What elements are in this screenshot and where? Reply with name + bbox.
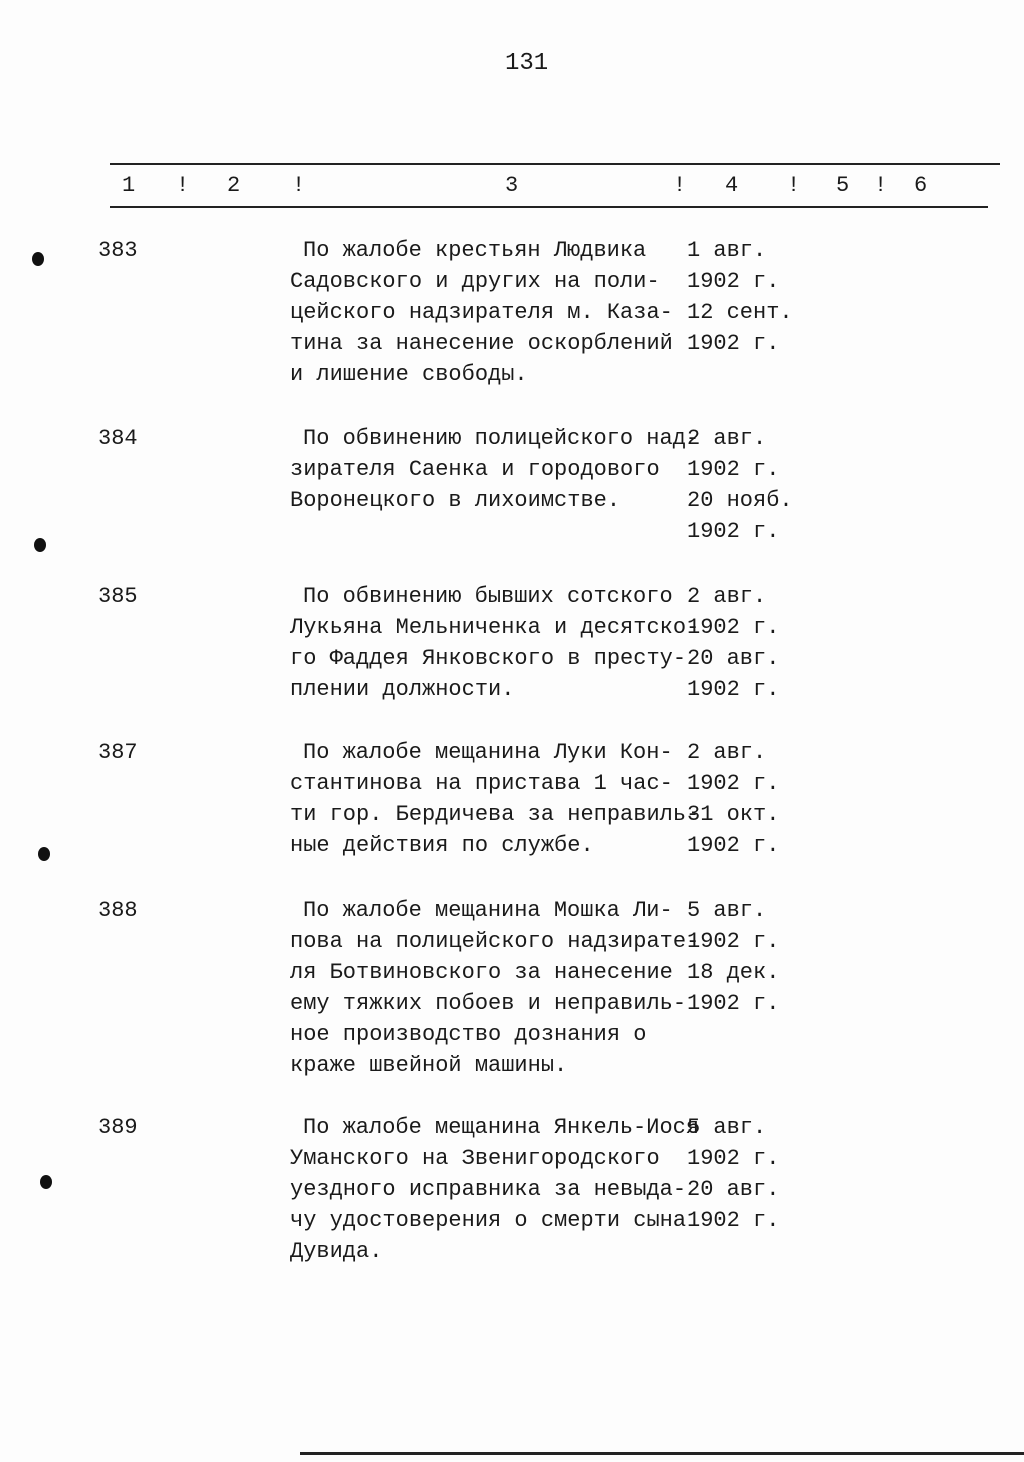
case-description-line: пова на полицейского надзирате- xyxy=(290,929,700,954)
header-col-2: 2 xyxy=(227,173,241,198)
case-description-line: зирателя Саенка и городового xyxy=(290,457,660,482)
case-number: 389 xyxy=(98,1115,138,1140)
case-description-line: По обвинению бывших сотского xyxy=(303,584,673,609)
case-date: 2 авг. xyxy=(687,740,767,765)
case-number: 388 xyxy=(98,898,138,923)
case-description-line: плении должности. xyxy=(290,677,515,702)
case-description-line: чу удостоверения о смерти сына xyxy=(290,1208,687,1233)
case-description-line: По жалобе мещанина Янкель-Иося xyxy=(303,1115,700,1140)
case-description-line: Уманского на Звенигородского xyxy=(290,1146,660,1171)
case-description-line: По жалобе мещанина Мошка Ли- xyxy=(303,898,673,923)
case-description-line: ное производство дознания о xyxy=(290,1022,647,1047)
case-date: 1902 г. xyxy=(687,269,780,294)
case-date: 1902 г. xyxy=(687,1146,780,1171)
case-description-line: ля Ботвиновского за нанесение xyxy=(290,960,673,985)
case-date: 1 авг. xyxy=(687,238,767,263)
header-col-3: 3 xyxy=(505,173,519,198)
bottom-edge-rule xyxy=(300,1452,1024,1455)
case-description-line: ему тяжких побоев и неправиль- xyxy=(290,991,687,1016)
case-date: 1902 г. xyxy=(687,771,780,796)
case-number: 383 xyxy=(98,238,138,263)
case-date: 1902 г. xyxy=(687,519,780,544)
header-sep: ! xyxy=(176,173,190,198)
case-description-line: уездного исправника за невыда- xyxy=(290,1177,687,1202)
case-date: 1902 г. xyxy=(687,929,780,954)
header-col-4: 4 xyxy=(725,173,739,198)
binding-hole xyxy=(40,1175,52,1189)
case-date: 5 авг. xyxy=(687,1115,767,1140)
case-description-line: стантинова на пристава 1 час- xyxy=(290,771,673,796)
header-bottom-rule xyxy=(110,206,988,208)
case-date: 2 авг. xyxy=(687,584,767,609)
case-number: 387 xyxy=(98,740,138,765)
case-description-line: ти гор. Бердичева за неправиль- xyxy=(290,802,700,827)
header-sep: ! xyxy=(874,173,888,198)
case-description-line: цейского надзирателя м. Каза- xyxy=(290,300,673,325)
header-top-rule xyxy=(110,163,1000,165)
case-date: 20 нояб. xyxy=(687,488,793,513)
case-description-line: го Фаддея Янковского в престу- xyxy=(290,646,687,671)
binding-hole xyxy=(38,847,50,861)
case-description-line: Воронецкого в лихоимстве. xyxy=(290,488,621,513)
case-description-line: По жалобе крестьян Людвика xyxy=(303,238,647,263)
header-col-5: 5 xyxy=(836,173,850,198)
case-date: 1902 г. xyxy=(687,615,780,640)
header-sep: ! xyxy=(787,173,801,198)
case-date: 18 дек. xyxy=(687,960,780,985)
case-date: 20 авг. xyxy=(687,646,780,671)
case-description-line: ные действия по службе. xyxy=(290,833,594,858)
binding-hole xyxy=(32,252,44,266)
header-col-6: 6 xyxy=(914,173,928,198)
header-sep: ! xyxy=(673,173,687,198)
case-date: 5 авг. xyxy=(687,898,767,923)
case-date: 20 авг. xyxy=(687,1177,780,1202)
page-number: 131 xyxy=(505,50,549,77)
case-number: 384 xyxy=(98,426,138,451)
case-number: 385 xyxy=(98,584,138,609)
case-date: 2 авг. xyxy=(687,426,767,451)
case-description-line: Дувида. xyxy=(290,1239,383,1264)
case-description-line: По обвинению полицейского над- xyxy=(303,426,700,451)
case-description-line: и лишение свободы. xyxy=(290,362,528,387)
case-description-line: краже швейной машины. xyxy=(290,1053,568,1078)
case-description-line: Садовского и других на поли- xyxy=(290,269,660,294)
case-description-line: Лукьяна Мельниченка и десятско- xyxy=(290,615,700,640)
case-date: 1902 г. xyxy=(687,331,780,356)
header-sep: ! xyxy=(292,173,306,198)
case-date: 1902 г. xyxy=(687,677,780,702)
header-col-1: 1 xyxy=(122,173,136,198)
case-date: 31 окт. xyxy=(687,802,780,827)
case-date: 1902 г. xyxy=(687,991,780,1016)
case-description-line: По жалобе мещанина Луки Кон- xyxy=(303,740,673,765)
case-date: 12 сент. xyxy=(687,300,793,325)
case-date: 1902 г. xyxy=(687,833,780,858)
case-date: 1902 г. xyxy=(687,457,780,482)
case-description-line: тина за нанесение оскорблений xyxy=(290,331,673,356)
case-date: 1902 г. xyxy=(687,1208,780,1233)
binding-hole xyxy=(34,538,46,552)
